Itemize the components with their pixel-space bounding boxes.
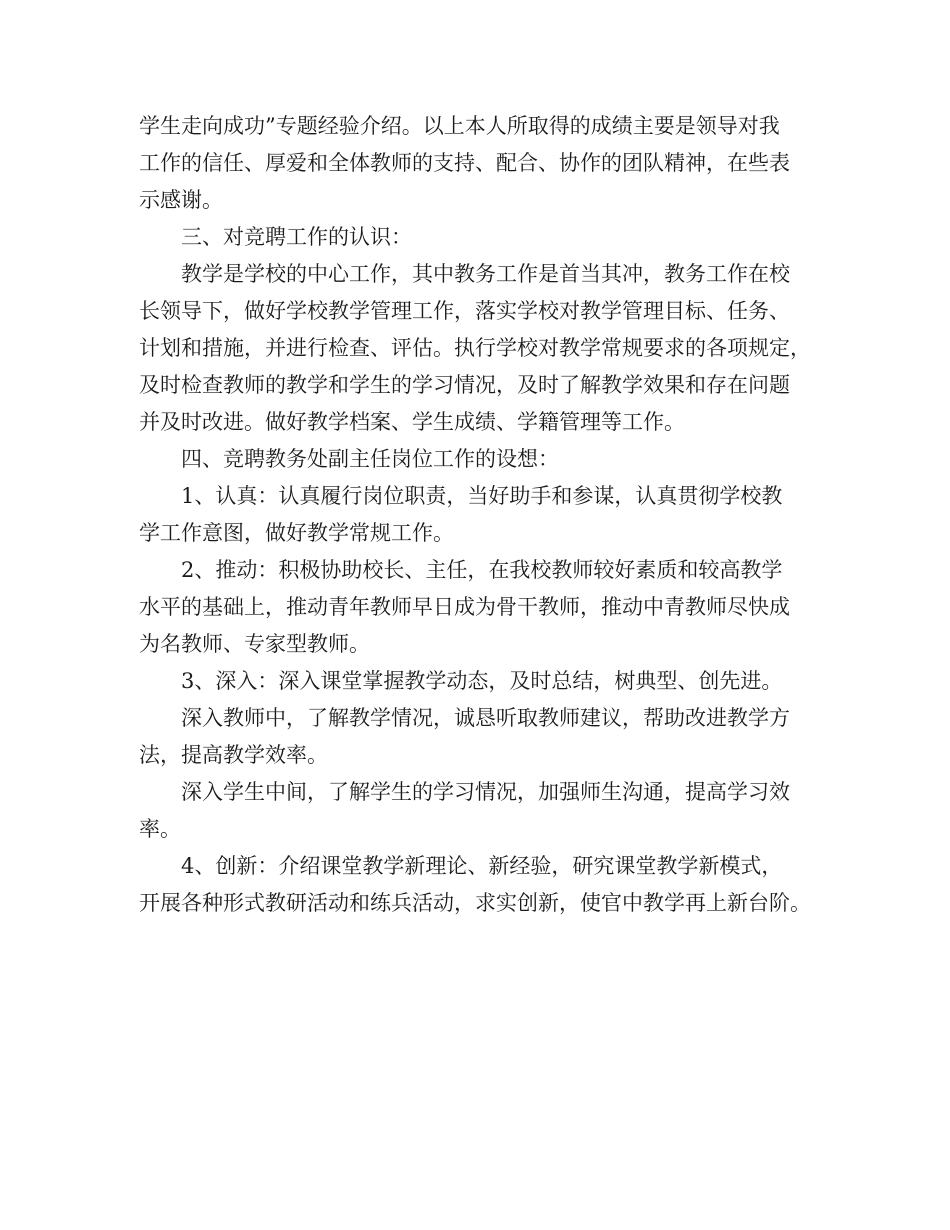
text-line: 深入学生中间，了解学生的学习情况，加强师生沟通，提高学习效: [181, 780, 790, 804]
text-line: 计划和措施，并进行检查、评估。执行学校对教学常规要求的各项规定，: [139, 336, 811, 360]
text-line: 示感谢。: [139, 188, 223, 212]
document-body: [139, 108, 839, 922]
text-line: 四、竞聘教务处副主任岗位工作的设想：: [181, 447, 559, 471]
text-line: 法，提高教学效率。: [139, 743, 328, 767]
text-line: 学生走向成功”专题经验介绍。以上本人所取得的成绩主要是领导对我: [139, 114, 780, 138]
text-line: 水平的基础上，推动青年教师早日成为骨干教师，推动中青教师尽快成: [139, 595, 790, 619]
text-line: 1、认真：认真履行岗位职责，当好助手和参谋，认真贯彻学校教: [181, 484, 783, 508]
text-line: 并及时改进。做好教学档案、学生成绩、学籍管理等工作。: [139, 410, 685, 434]
text-line: 三、对竞聘工作的认识：: [181, 225, 412, 249]
text-line: 长领导下，做好学校教学管理工作，落实学校对教学管理目标、任务、: [139, 299, 790, 323]
text-line: 3、深入：深入课堂掌握教学动态，及时总结，树典型、创先进。: [181, 669, 783, 693]
text-line: 深入教师中，了解教学情况，诚恳听取教师建议，帮助改进教学方: [181, 706, 790, 730]
text-line: 2、推动：积极协助校长、主任，在我校教师较好素质和较高教学: [181, 558, 783, 582]
text-line: 率。: [139, 817, 181, 841]
text-line: 及时检查教师的教学和学生的学习情况，及时了解教学效果和存在问题: [139, 373, 790, 397]
text-line: 工作的信任、厚爱和全体教师的支持、配合、协作的团队精神，在些表: [139, 151, 790, 175]
text-line: 学工作意图，做好教学常规工作。: [139, 521, 454, 545]
text-line: 教学是学校的中心工作，其中教务工作是首当其冲，教务工作在校: [181, 262, 790, 286]
text-line: 为名教师、专家型教师。: [139, 632, 370, 656]
text-line: 开展各种形式教研活动和练兵活动，求实创新，使官中教学再上新台阶。: [139, 891, 811, 915]
text-line: 4、创新：介绍课堂教学新理论、新经验，研究课堂教学新模式，: [181, 854, 783, 878]
